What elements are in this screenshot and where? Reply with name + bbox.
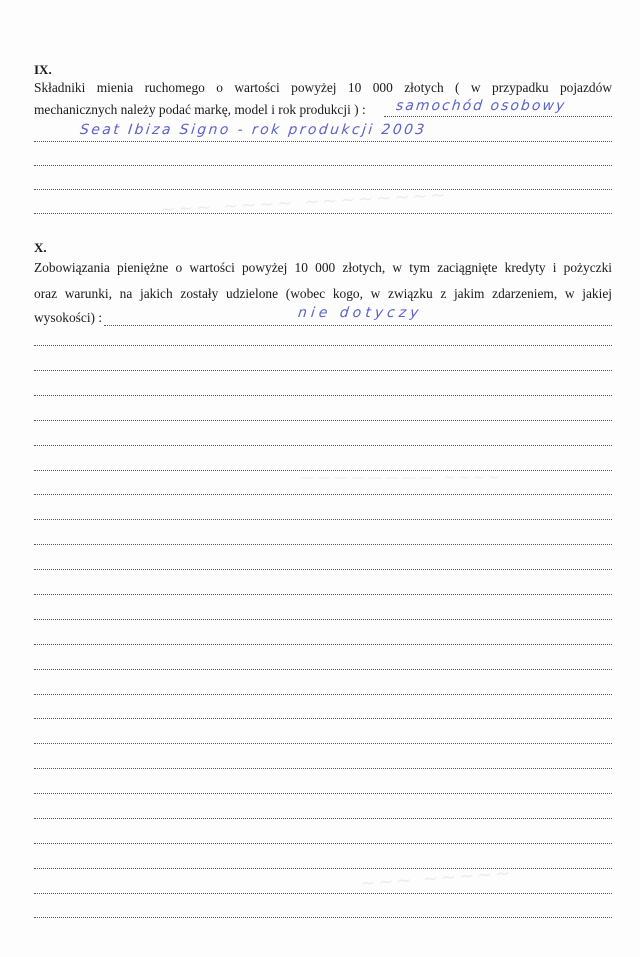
show-through-mark: ~~~ ~~~~~ [359,862,514,895]
fill-line [34,868,612,869]
fill-line [34,370,612,371]
fill-line [34,694,612,695]
fill-line [34,165,612,166]
fill-line [34,445,612,446]
show-through-mark: ———————— ~~~~ [300,470,503,486]
fill-line [34,594,612,595]
fill-line [34,718,612,719]
fill-line [34,519,612,520]
fill-line [34,619,612,620]
fill-line [34,843,612,844]
section-x-text-line-2: oraz warunki, na jakich zostały udzielone (wobec kogo, w związku z jakim zdarzeniem, w jakiej [34,286,612,301]
fill-line [104,325,612,326]
fill-line [34,141,612,142]
fill-line [34,569,612,570]
section-ix-text-line-2: mechanicznych należy podać markę, model i rok produkcji ) : [34,102,366,117]
fill-line [34,420,612,421]
fill-line [34,917,612,918]
section-x-text-line-1: Zobowiązania pieniężne o wartości powyżej 10 000 złotych, w tym zaciągnięte kredyty i pożyczki [34,260,612,275]
section-x-heading: X. [34,240,47,255]
handwritten-answer-vehicle-type: samochód osobowy [395,98,568,114]
section-ix-text-line-1: Składniki mienia ruchomego o wartości powyżej 10 000 złotych ( w przypadku pojazdów [34,80,612,95]
fill-line [34,544,612,545]
fill-line [34,644,612,645]
fill-line [34,793,612,794]
fill-line [34,189,612,190]
section-x-text-line-3: wysokości) : [34,310,103,325]
handwritten-answer-vehicle-model: Seat Ibiza Signo - rok produkcji 2003 [79,122,428,138]
fill-line [34,818,612,819]
fill-line [34,213,612,214]
fill-line [34,345,612,346]
fill-line [34,470,612,471]
fill-line [34,768,612,769]
section-ix-heading: IX. [34,62,52,77]
fill-line [34,743,612,744]
fill-line [34,669,612,670]
fill-line [34,395,612,396]
show-through-mark: ~~~ ~~~~ ~~~~~~~~ [159,184,450,221]
fill-line [34,494,612,495]
fill-line [384,116,612,117]
fill-line [34,893,612,894]
handwritten-answer-liabilities: nie dotyczy [297,305,424,321]
